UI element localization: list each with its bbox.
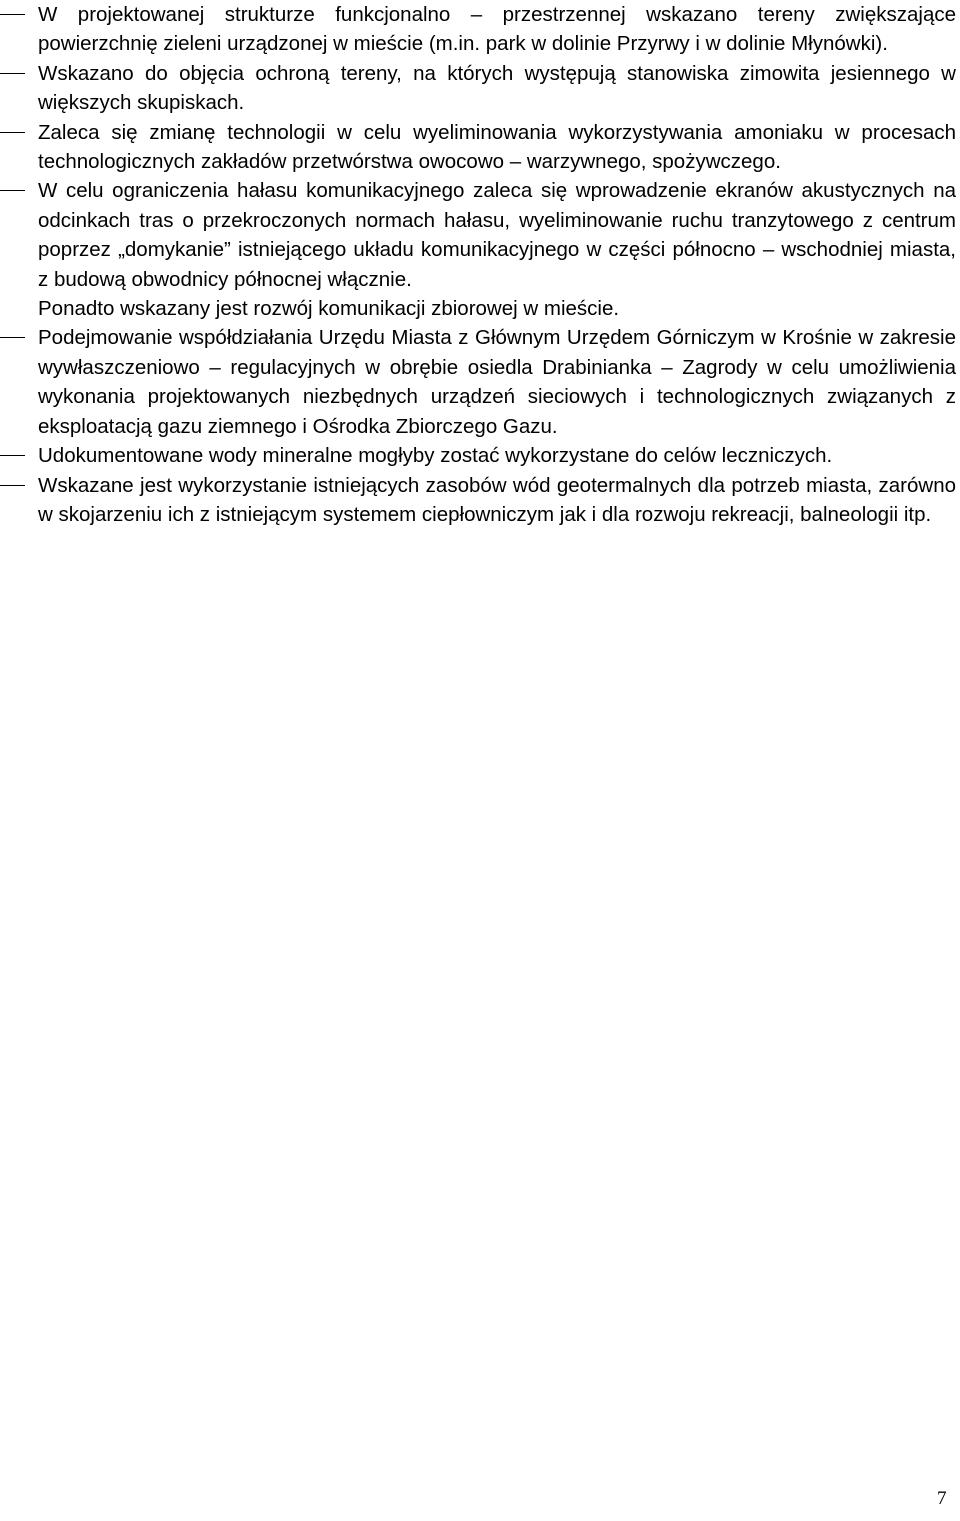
list-item bbox=[0, 323, 956, 441]
list-item bbox=[0, 59, 956, 118]
list-item-text: Wskazano do objęcia ochroną tereny, na których występują stanowiska zimowita jesiennego w większych skupiskach. bbox=[38, 61, 956, 115]
list-item-text: Zaleca się zmianę technologii w celu wyeliminowania wykorzystywania amoniaku w procesach technologicznych zakładów przetwórstwa owocowo – warzywnego, spożywczego. bbox=[38, 120, 956, 174]
list-item bbox=[0, 471, 956, 530]
page-number: 7 bbox=[937, 1488, 947, 1509]
paragraph: Ponadto wskazany jest rozwój komunikacji zbiorowej w mieście. bbox=[38, 297, 620, 321]
list-item-text: Udokumentowane wody mineralne mogłyby zostać wykorzystane do celów leczniczych. bbox=[38, 444, 833, 468]
dash-bullet-icon bbox=[0, 190, 25, 191]
dash-bullet-icon bbox=[0, 337, 25, 338]
dash-bullet-icon bbox=[0, 73, 25, 74]
list-item-text: W projektowanej strukturze funkcjonalno – przestrzennej wskazano tereny zwiększające powierzchnię zieleni urządzonej w mieście (m.in. park w dolinie Przyrwy i w dolinie Młynówki). bbox=[38, 3, 956, 56]
dash-bullet-icon bbox=[0, 132, 25, 133]
list-item bbox=[0, 118, 956, 177]
list-item bbox=[0, 0, 956, 59]
list-item bbox=[0, 441, 956, 470]
list-item-text: Wskazane jest wykorzystanie istniejących zasobów wód geotermalnych dla potrzeb miasta, zarówno w skojarzeniu ich z istniejącym systemem ciepłowniczym jak i dla rozwoju rekreacji, balneologii itp. bbox=[38, 473, 956, 526]
dash-bullet-icon bbox=[0, 455, 25, 456]
dash-bullet-icon bbox=[0, 14, 25, 15]
dash-bullet-icon bbox=[0, 485, 25, 486]
list-item bbox=[0, 176, 956, 294]
list-item-text: Podejmowanie współdziałania Urzędu Miasta z Głównym Urzędem Górniczym w Krośnie w zakresie wywłaszczeniowo – regulacyjnych w obrębie osiedla Drabinianka – Zagrody w celu umożliwienia wykonania projektowanych niezbędnych urządzeń sieciowych i technologicznych związanych z eksploatacją gazu ziemnego i Ośrodka Zbiorczego Gazu. bbox=[38, 326, 956, 438]
document-body bbox=[0, 0, 956, 529]
list-item-text: W celu ograniczenia hałasu komunikacyjnego zaleca się wprowadzenie ekranów akustycznych na odcinkach tras o przekroczonych normach hałasu, wyeliminowanie ruchu tranzytowego z centrum poprzez „domykanie” istniejącego układu komunikacyjnego w części północno – wschodniej miasta, z budową obwodnicy północnej włącznie. bbox=[38, 179, 956, 291]
